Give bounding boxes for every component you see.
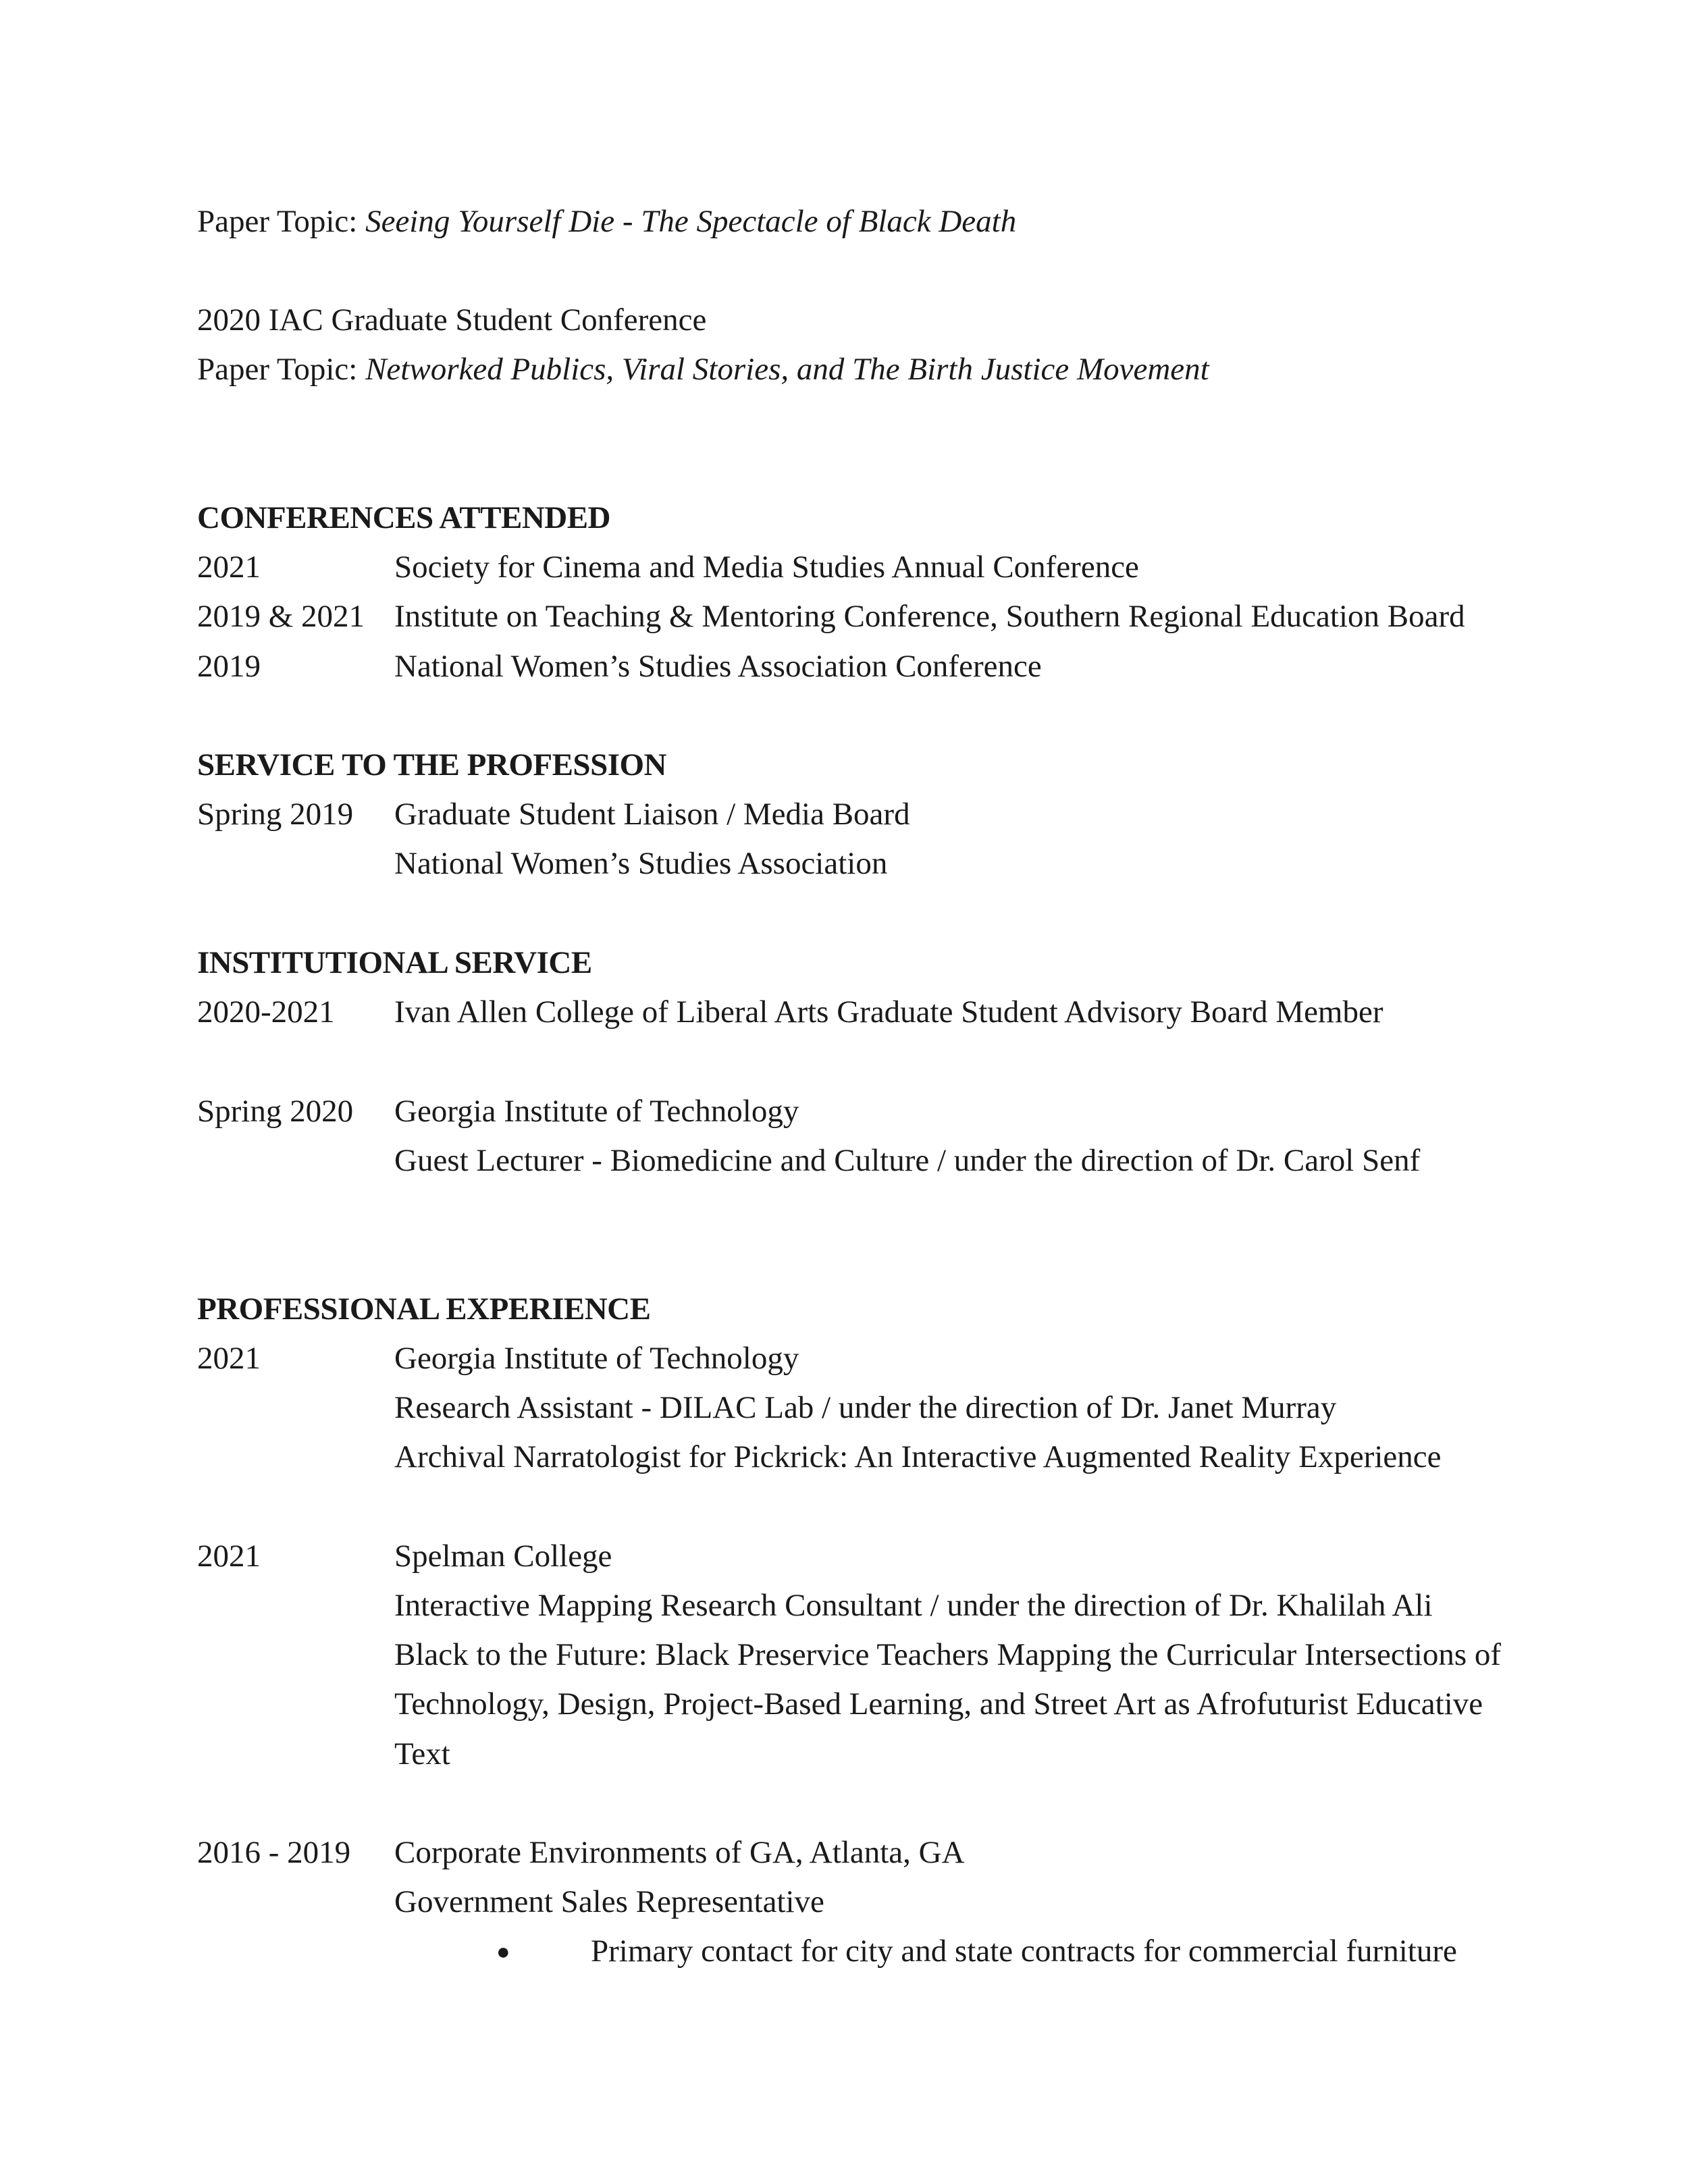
section-heading-institutional-service: INSTITUTIONAL SERVICE bbox=[197, 945, 592, 980]
entry-text: Guest Lecturer - Biomedicine and Culture / under the direction of Dr. Carol Senf bbox=[394, 1143, 1421, 1178]
entry-year: 2020-2021 bbox=[197, 994, 335, 1030]
entry-year: 2019 & 2021 bbox=[197, 599, 365, 634]
paper-topic-label: Paper Topic: bbox=[197, 204, 366, 239]
paper-topic-title: Seeing Yourself Die - The Spectacle of Black Death bbox=[365, 204, 1017, 239]
entry-text: Text bbox=[394, 1736, 450, 1772]
entry-text: National Women’s Studies Association bbox=[394, 846, 888, 881]
entry-text: Institute on Teaching & Mentoring Conference, Southern Regional Education Board bbox=[394, 599, 1465, 634]
entry-text: Society for Cinema and Media Studies Annual Conference bbox=[394, 550, 1139, 585]
paper-topic-title: Networked Publics, Viral Stories, and The Birth Justice Movement bbox=[365, 352, 1209, 387]
paper-topic-line bbox=[197, 344, 1209, 394]
entry-year: 2019 bbox=[197, 649, 261, 684]
entry-year: Spring 2019 bbox=[197, 797, 354, 832]
entry-year: 2021 bbox=[197, 1539, 261, 1574]
entry-text: Archival Narratologist for Pickrick: An Interactive Augmented Reality Experience bbox=[394, 1439, 1442, 1474]
section-heading-professional-experience: PROFESSIONAL EXPERIENCE bbox=[197, 1291, 651, 1327]
entry-year: 2016 - 2019 bbox=[197, 1835, 351, 1870]
section-heading-service-to-profession: SERVICE TO THE PROFESSION bbox=[197, 747, 667, 782]
entry-year: 2021 bbox=[197, 550, 261, 585]
bullet-text: Primary contact for city and state contracts for commercial furniture bbox=[591, 1934, 1457, 1969]
entry-text: Corporate Environments of GA, Atlanta, GA bbox=[394, 1835, 965, 1870]
section-heading-conferences-attended: CONFERENCES ATTENDED bbox=[197, 500, 610, 535]
entry-text: Technology, Design, Project-Based Learning, and Street Art as Afrofuturist Educative bbox=[394, 1686, 1483, 1722]
entry-text: Research Assistant - DILAC Lab / under the direction of Dr. Janet Murray bbox=[394, 1390, 1337, 1425]
entry-text: Black to the Future: Black Preservice Teachers Mapping the Curricular Intersections of bbox=[394, 1637, 1502, 1672]
bullet-icon: ● bbox=[496, 1940, 510, 1965]
entry-text: Interactive Mapping Research Consultant / under the direction of Dr. Khalilah Ali bbox=[394, 1588, 1433, 1623]
entry-text: National Women’s Studies Association Conference bbox=[394, 649, 1042, 684]
entry-year: 2021 bbox=[197, 1341, 261, 1376]
entry-text: Georgia Institute of Technology bbox=[394, 1341, 799, 1376]
paper-topic-line bbox=[197, 196, 1016, 246]
conference-name: 2020 IAC Graduate Student Conference bbox=[197, 302, 707, 338]
entry-text: Georgia Institute of Technology bbox=[394, 1094, 799, 1129]
entry-text: Spelman College bbox=[394, 1539, 612, 1574]
entry-text: Ivan Allen College of Liberal Arts Graduate Student Advisory Board Member bbox=[394, 994, 1383, 1030]
entry-text: Government Sales Representative bbox=[394, 1884, 824, 1919]
entry-year: Spring 2020 bbox=[197, 1094, 354, 1129]
entry-text: Graduate Student Liaison / Media Board bbox=[394, 797, 910, 832]
paper-topic-label: Paper Topic: bbox=[197, 352, 366, 387]
